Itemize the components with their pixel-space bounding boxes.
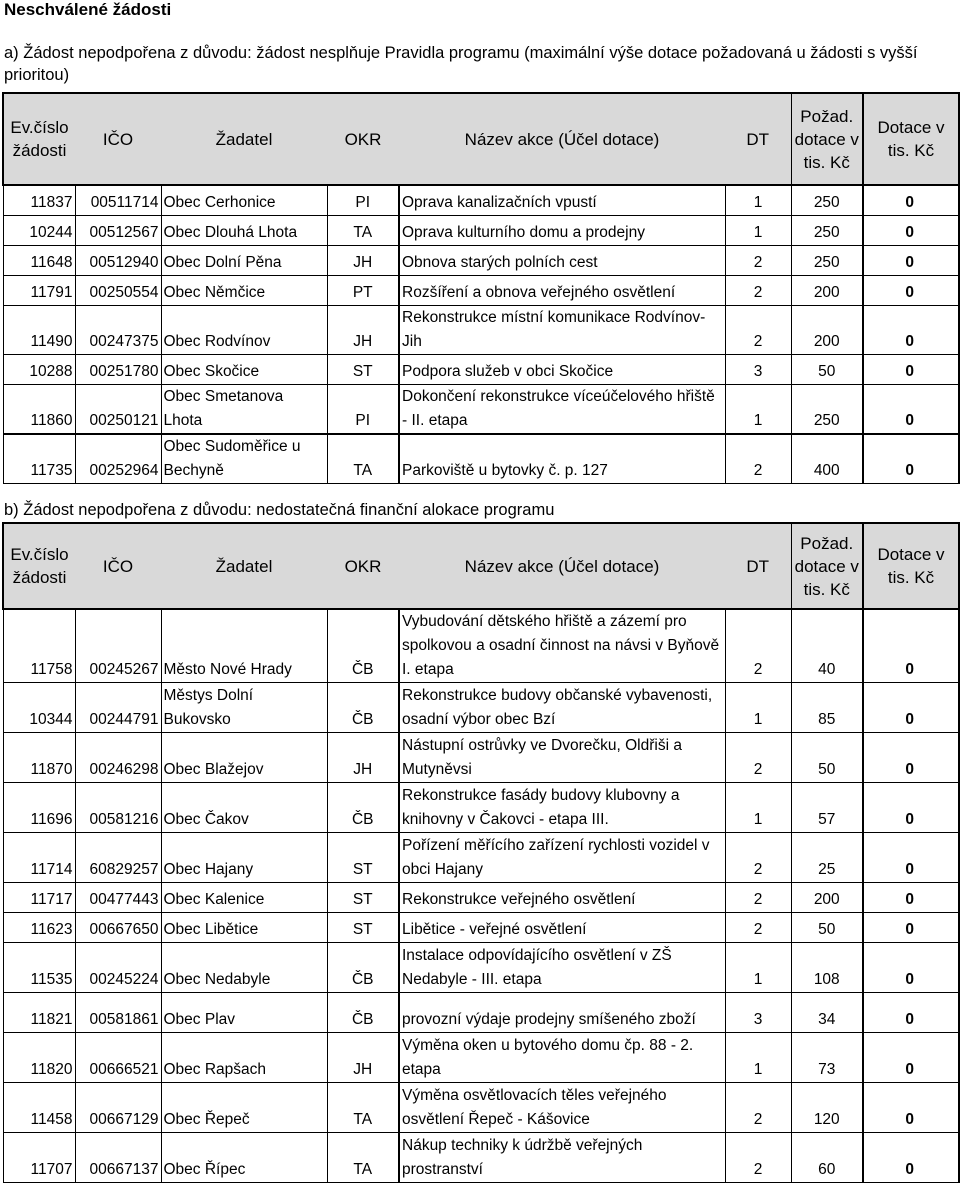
cell-ev: 11490 <box>3 305 75 354</box>
cell-okr: JH <box>327 1033 399 1083</box>
table-section-b <box>2 522 960 1183</box>
cell-nazev: Rekonstrukce veřejného osvětlení <box>399 883 725 913</box>
cell-dotace: 0 <box>863 913 959 943</box>
cell-ico: 00247375 <box>75 305 161 354</box>
table-row <box>3 434 959 484</box>
cell-dotace: 0 <box>863 1133 959 1183</box>
cell-zadatel: Obec Řípec <box>161 1133 327 1183</box>
cell-ico: 00581216 <box>75 783 161 833</box>
cell-pozad: 50 <box>791 354 863 384</box>
cell-dotace: 0 <box>863 1083 959 1133</box>
cell-dt: 2 <box>725 1133 791 1183</box>
col-ico: IČO <box>75 93 161 185</box>
cell-okr: TA <box>327 1083 399 1133</box>
cell-ev: 11735 <box>3 434 75 484</box>
cell-nazev: Obnova starých polních cest <box>399 245 725 275</box>
cell-zadatel: Obec Nedabyle <box>161 943 327 993</box>
cell-ev: 11714 <box>3 833 75 883</box>
cell-ico: 00511714 <box>75 185 161 215</box>
cell-ico: 00667650 <box>75 913 161 943</box>
cell-ev: 10244 <box>3 215 75 245</box>
cell-okr: ST <box>327 354 399 384</box>
cell-zadatel: Obec Hajany <box>161 833 327 883</box>
cell-dt: 1 <box>725 384 791 434</box>
section-b-reason: b) Žádost nepodpořena z důvodu: nedostatečná finanční alokace programu <box>4 501 555 519</box>
cell-nazev: Rekonstrukce fasády budovy klubovny a knihovny v Čakovci - etapa III. <box>399 783 725 833</box>
cell-ev: 11870 <box>3 733 75 783</box>
cell-dotace: 0 <box>863 275 959 305</box>
cell-ev: 11758 <box>3 609 75 683</box>
cell-okr: ČB <box>327 609 399 683</box>
cell-nazev: Pořízení měřícího zařízení rychlosti vozidel v obci Hajany <box>399 833 725 883</box>
cell-zadatel: Obec Čakov <box>161 783 327 833</box>
table-row <box>3 384 959 434</box>
cell-dt: 1 <box>725 1033 791 1083</box>
cell-okr: ČB <box>327 993 399 1033</box>
cell-dt: 2 <box>725 434 791 484</box>
cell-dt: 1 <box>725 783 791 833</box>
cell-ico: 00512940 <box>75 245 161 275</box>
cell-ico: 00246298 <box>75 733 161 783</box>
table-header <box>3 523 959 609</box>
cell-dotace: 0 <box>863 384 959 434</box>
cell-zadatel: Obec Libětice <box>161 913 327 943</box>
cell-dotace: 0 <box>863 434 959 484</box>
table-row <box>3 993 959 1033</box>
col-nazev: Název akce (Účel dotace) <box>399 93 725 185</box>
cell-zadatel: Obec Kalenice <box>161 883 327 913</box>
cell-nazev: Oprava kanalizačních vpustí <box>399 185 725 215</box>
cell-pozad: 50 <box>791 733 863 783</box>
table-row <box>3 354 959 384</box>
cell-dt: 2 <box>725 305 791 354</box>
cell-ico: 00666521 <box>75 1033 161 1083</box>
cell-dotace: 0 <box>863 943 959 993</box>
col-zadatel: Žadatel <box>161 93 327 185</box>
table-row <box>3 833 959 883</box>
cell-ico: 00251780 <box>75 354 161 384</box>
table-row <box>3 1033 959 1083</box>
cell-pozad: 73 <box>791 1033 863 1083</box>
cell-nazev: Rozšíření a obnova veřejného osvětlení <box>399 275 725 305</box>
cell-nazev: Nákup techniky k údržbě veřejných prostranství <box>399 1133 725 1183</box>
cell-ev: 11860 <box>3 384 75 434</box>
cell-ev: 11648 <box>3 245 75 275</box>
cell-ico: 00667129 <box>75 1083 161 1133</box>
col-ev: Ev.číslo žádosti <box>3 93 75 185</box>
cell-ev: 11791 <box>3 275 75 305</box>
cell-okr: PT <box>327 275 399 305</box>
cell-pozad: 120 <box>791 1083 863 1133</box>
table-row <box>3 609 959 683</box>
cell-zadatel: Obec Plav <box>161 993 327 1033</box>
cell-pozad: 400 <box>791 434 863 484</box>
cell-dotace: 0 <box>863 305 959 354</box>
cell-ev: 11707 <box>3 1133 75 1183</box>
cell-nazev: Výměna osvětlovacích těles veřejného osvětlení Řepeč - Kášovice <box>399 1083 725 1133</box>
cell-pozad: 50 <box>791 913 863 943</box>
cell-dt: 2 <box>725 833 791 883</box>
cell-nazev: provozní výdaje prodejny smíšeného zboží <box>399 993 725 1033</box>
col-ico: IČO <box>75 523 161 609</box>
table-row <box>3 733 959 783</box>
cell-dt: 2 <box>725 913 791 943</box>
cell-dt: 2 <box>725 733 791 783</box>
cell-ev: 11458 <box>3 1083 75 1133</box>
col-dotace: Dotace v tis. Kč <box>863 523 959 609</box>
table-header <box>3 93 959 185</box>
cell-ico: 00245224 <box>75 943 161 993</box>
cell-nazev: Oprava kulturního domu a prodejny <box>399 215 725 245</box>
cell-zadatel: Obec Smetanova Lhota <box>161 384 327 434</box>
cell-dotace: 0 <box>863 354 959 384</box>
cell-okr: ST <box>327 913 399 943</box>
cell-zadatel: Obec Blažejov <box>161 733 327 783</box>
col-pozad: Požad. dotace v tis. Kč <box>791 523 863 609</box>
cell-dotace: 0 <box>863 833 959 883</box>
cell-ico: 00244791 <box>75 683 161 733</box>
col-zadatel: Žadatel <box>161 523 327 609</box>
cell-zadatel: Obec Řepeč <box>161 1083 327 1133</box>
cell-dotace: 0 <box>863 1033 959 1083</box>
cell-okr: TA <box>327 434 399 484</box>
table-row <box>3 1083 959 1133</box>
cell-okr: ČB <box>327 943 399 993</box>
cell-nazev: Rekonstrukce budovy občanské vybavenosti, osadní výbor obec Bzí <box>399 683 725 733</box>
cell-nazev: Podpora služeb v obci Skočice <box>399 354 725 384</box>
col-pozad: Požad. dotace v tis. Kč <box>791 93 863 185</box>
table-row <box>3 1133 959 1183</box>
cell-ev: 11717 <box>3 883 75 913</box>
cell-dotace: 0 <box>863 733 959 783</box>
cell-dotace: 0 <box>863 883 959 913</box>
cell-ico: 00252964 <box>75 434 161 484</box>
cell-dt: 2 <box>725 275 791 305</box>
section-a-reason: a) Žádost nepodpořena z důvodu: žádost nesplňuje Pravidla programu (maximální výše dotace požadovaná u žádosti s vyšší prioritou) <box>4 44 918 84</box>
cell-ev: 10344 <box>3 683 75 733</box>
cell-okr: ST <box>327 883 399 913</box>
cell-okr: PI <box>327 384 399 434</box>
page-title: Neschválené žádosti <box>4 0 172 19</box>
cell-nazev: Výměna oken u bytového domu čp. 88 - 2. etapa <box>399 1033 725 1083</box>
table-row <box>3 683 959 733</box>
cell-dotace: 0 <box>863 609 959 683</box>
col-dt: DT <box>725 523 791 609</box>
cell-ico: 00477443 <box>75 883 161 913</box>
table-row <box>3 245 959 275</box>
cell-pozad: 250 <box>791 384 863 434</box>
cell-ico: 00512567 <box>75 215 161 245</box>
table-row <box>3 185 959 215</box>
cell-pozad: 250 <box>791 215 863 245</box>
cell-ico: 00250121 <box>75 384 161 434</box>
cell-pozad: 40 <box>791 609 863 683</box>
cell-ev: 11821 <box>3 993 75 1033</box>
cell-okr: ČB <box>327 683 399 733</box>
cell-ico: 00245267 <box>75 609 161 683</box>
cell-zadatel: Obec Němčice <box>161 275 327 305</box>
cell-zadatel: Obec Dlouhá Lhota <box>161 215 327 245</box>
table-row <box>3 913 959 943</box>
col-okr: OKR <box>327 93 399 185</box>
cell-okr: PI <box>327 185 399 215</box>
col-dotace: Dotace v tis. Kč <box>863 93 959 185</box>
cell-pozad: 108 <box>791 943 863 993</box>
cell-okr: JH <box>327 245 399 275</box>
cell-dotace: 0 <box>863 993 959 1033</box>
cell-nazev: Rekonstrukce místní komunikace Rodvínov-Jih <box>399 305 725 354</box>
cell-dt: 2 <box>725 245 791 275</box>
cell-ev: 11696 <box>3 783 75 833</box>
cell-pozad: 57 <box>791 783 863 833</box>
cell-ico: 00250554 <box>75 275 161 305</box>
cell-ev: 11820 <box>3 1033 75 1083</box>
cell-dt: 3 <box>725 993 791 1033</box>
table-row <box>3 275 959 305</box>
col-nazev: Název akce (Účel dotace) <box>399 523 725 609</box>
cell-zadatel: Obec Dolní Pěna <box>161 245 327 275</box>
cell-ev: 10288 <box>3 354 75 384</box>
cell-dt: 1 <box>725 683 791 733</box>
cell-pozad: 34 <box>791 993 863 1033</box>
table-row <box>3 943 959 993</box>
cell-pozad: 200 <box>791 275 863 305</box>
cell-zadatel: Obec Skočice <box>161 354 327 384</box>
cell-dotace: 0 <box>863 683 959 733</box>
cell-okr: JH <box>327 305 399 354</box>
cell-ev: 11837 <box>3 185 75 215</box>
cell-pozad: 60 <box>791 1133 863 1183</box>
cell-ev: 11535 <box>3 943 75 993</box>
cell-nazev: Vybudování dětského hřiště a zázemí pro spolkovou a osadní činnost na návsi v Byňově I. etapa <box>399 609 725 683</box>
cell-nazev: Dokončení rekonstrukce víceúčelového hřiště - II. etapa <box>399 384 725 434</box>
cell-pozad: 85 <box>791 683 863 733</box>
cell-okr: TA <box>327 215 399 245</box>
cell-nazev: Instalace odpovídajícího osvětlení v ZŠ Nedabyle - III. etapa <box>399 943 725 993</box>
cell-zadatel: Obec Sudoměřice u Bechyně <box>161 434 327 484</box>
cell-zadatel: Obec Rapšach <box>161 1033 327 1083</box>
cell-nazev: Nástupní ostrůvky ve Dvorečku, Oldřiši a Mutyněvsi <box>399 733 725 783</box>
cell-dotace: 0 <box>863 185 959 215</box>
cell-dt: 2 <box>725 1083 791 1133</box>
cell-dt: 2 <box>725 609 791 683</box>
cell-dt: 2 <box>725 883 791 913</box>
cell-pozad: 25 <box>791 833 863 883</box>
cell-zadatel: Město Nové Hrady <box>161 609 327 683</box>
cell-dotace: 0 <box>863 215 959 245</box>
cell-zadatel: Městys Dolní Bukovsko <box>161 683 327 733</box>
table-row <box>3 783 959 833</box>
cell-dotace: 0 <box>863 245 959 275</box>
table-section-a <box>2 92 960 484</box>
cell-dt: 1 <box>725 185 791 215</box>
table-row <box>3 305 959 354</box>
cell-ico: 60829257 <box>75 833 161 883</box>
cell-dt: 1 <box>725 215 791 245</box>
cell-okr: JH <box>327 733 399 783</box>
cell-pozad: 250 <box>791 245 863 275</box>
cell-dt: 3 <box>725 354 791 384</box>
cell-dotace: 0 <box>863 783 959 833</box>
cell-zadatel: Obec Cerhonice <box>161 185 327 215</box>
cell-okr: ČB <box>327 783 399 833</box>
col-ev: Ev.číslo žádosti <box>3 523 75 609</box>
cell-pozad: 250 <box>791 185 863 215</box>
col-okr: OKR <box>327 523 399 609</box>
cell-ico: 00667137 <box>75 1133 161 1183</box>
table-row <box>3 215 959 245</box>
col-dt: DT <box>725 93 791 185</box>
cell-okr: ST <box>327 833 399 883</box>
cell-nazev: Libětice - veřejné osvětlení <box>399 913 725 943</box>
cell-ev: 11623 <box>3 913 75 943</box>
cell-pozad: 200 <box>791 883 863 913</box>
table-row <box>3 883 959 913</box>
cell-pozad: 200 <box>791 305 863 354</box>
cell-okr: TA <box>327 1133 399 1183</box>
cell-dt: 1 <box>725 943 791 993</box>
cell-ico: 00581861 <box>75 993 161 1033</box>
cell-nazev: Parkoviště u bytovky č. p. 127 <box>399 434 725 484</box>
cell-zadatel: Obec Rodvínov <box>161 305 327 354</box>
